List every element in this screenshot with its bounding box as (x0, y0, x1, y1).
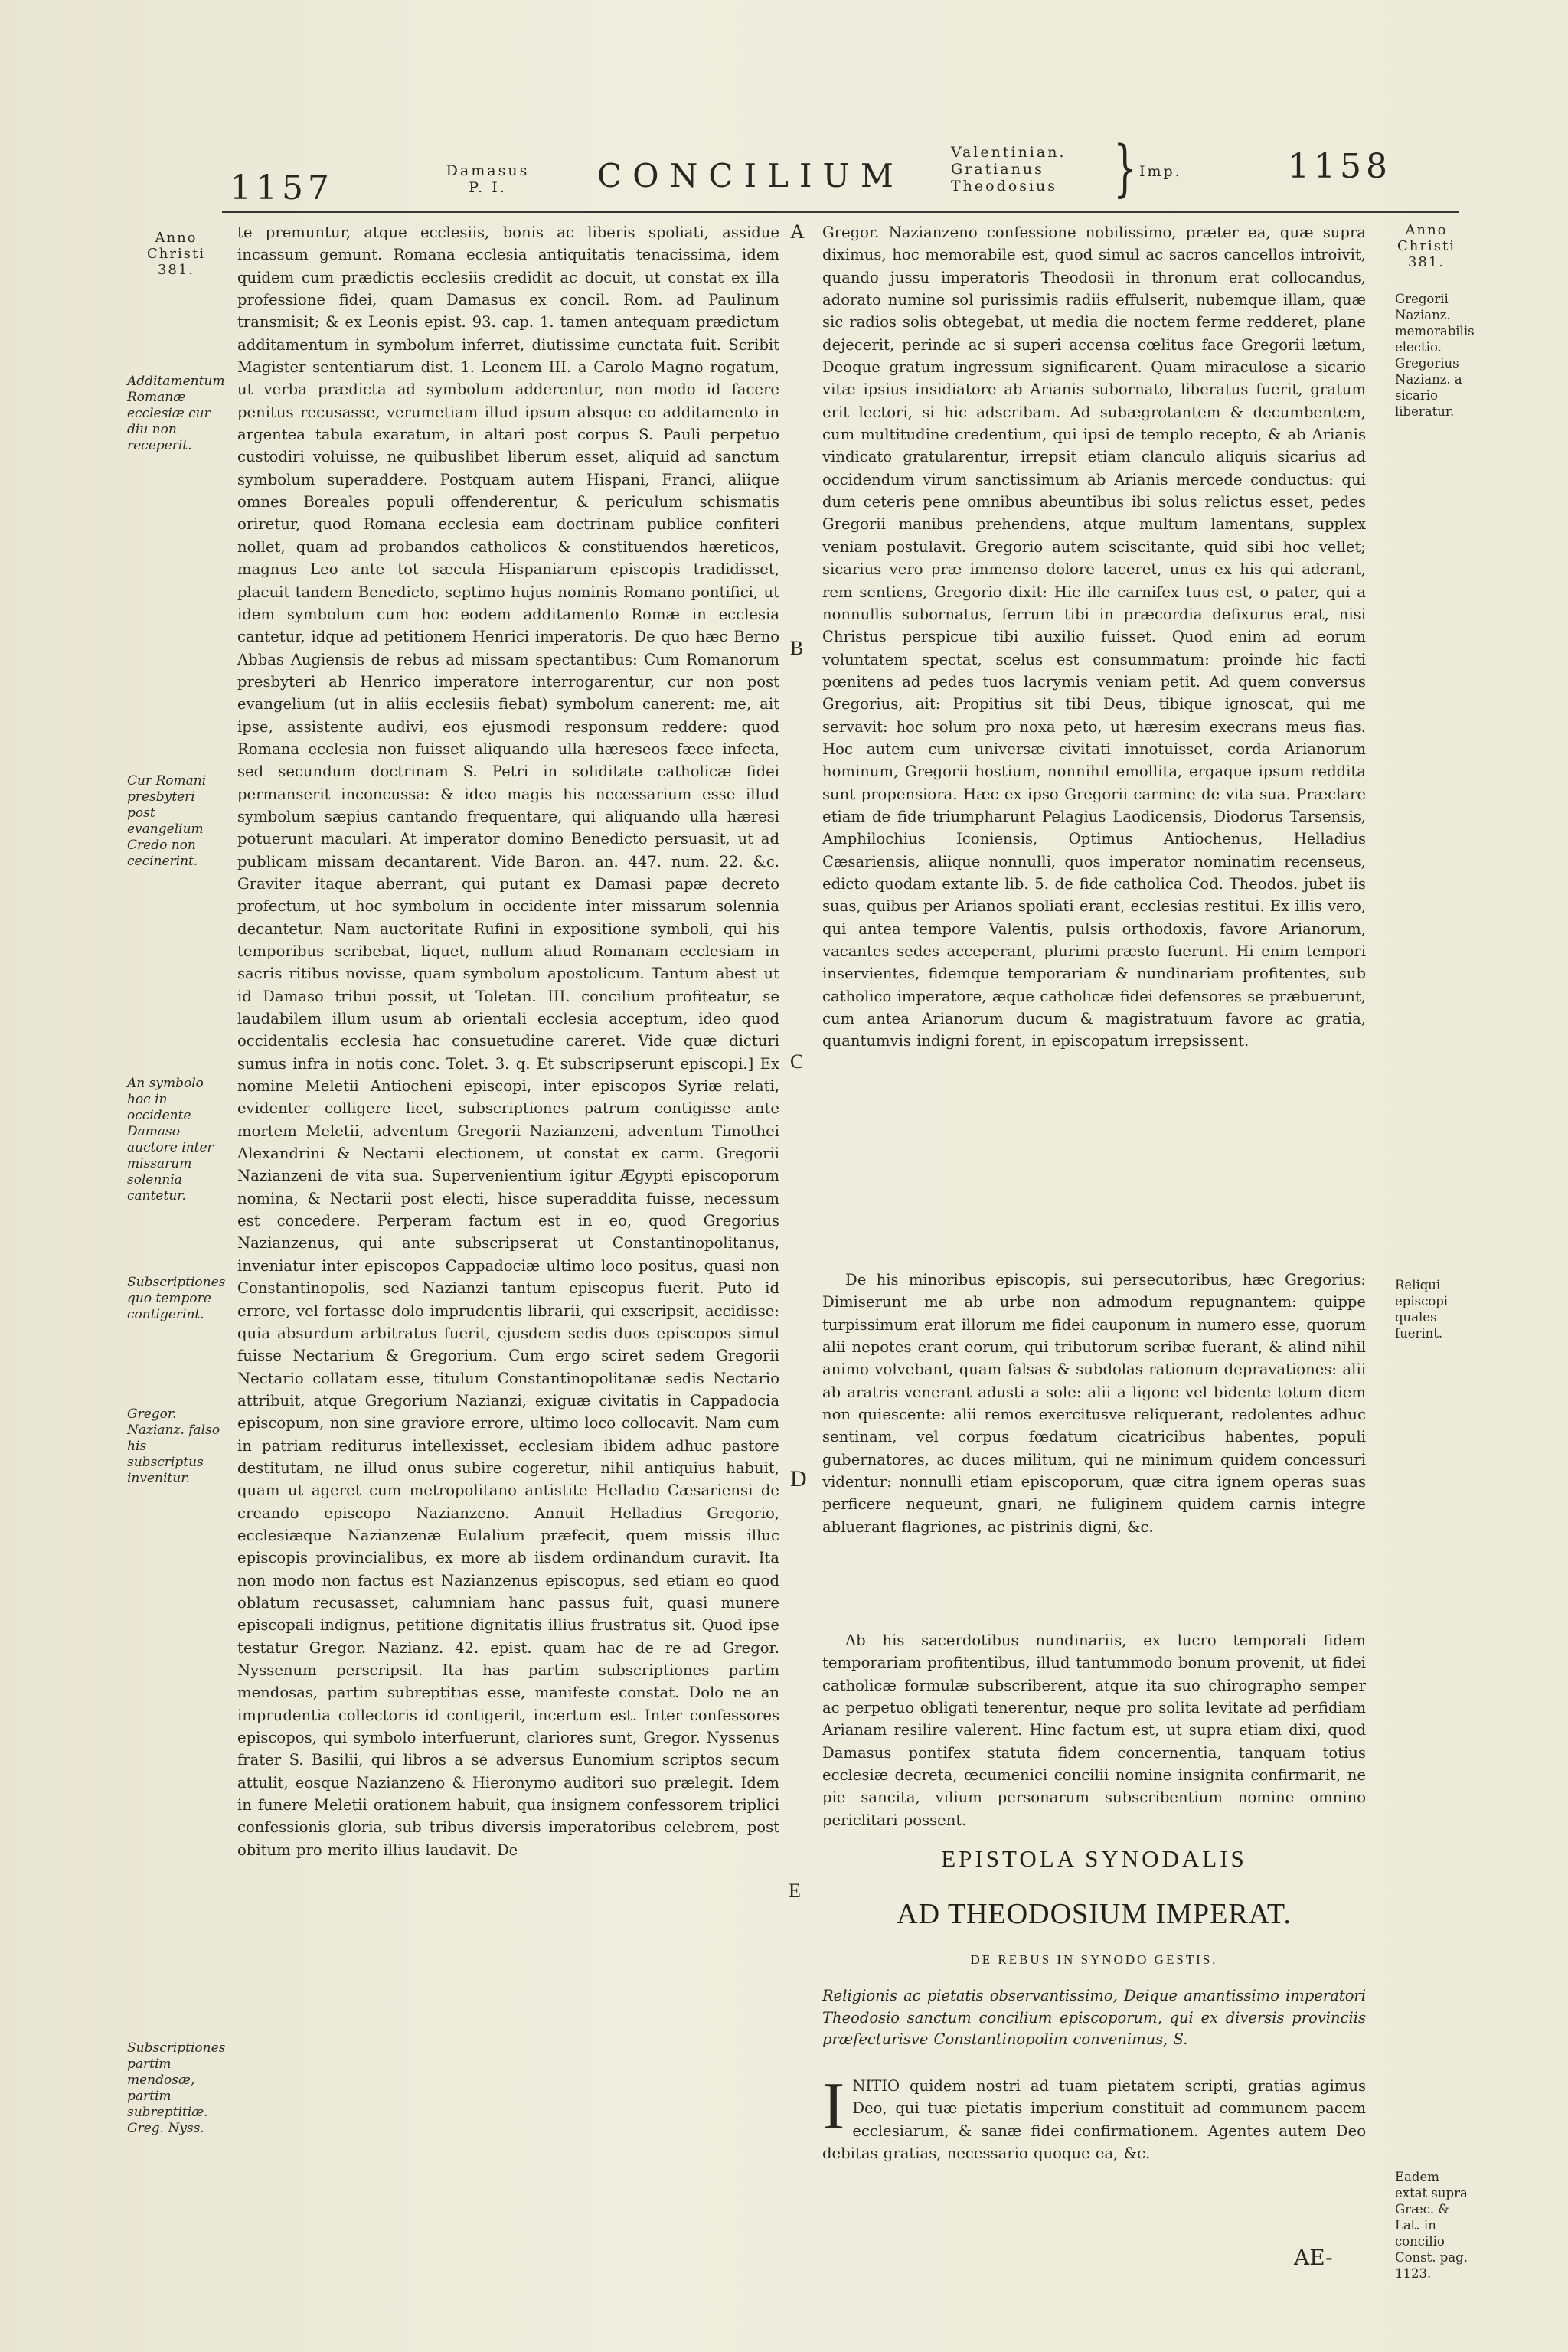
header-pope-line2: P. I. (469, 179, 507, 196)
header-pope-line1: Damasus (446, 162, 530, 179)
epistola-title: EPISTOLA SYNODALIS (941, 1845, 1247, 1872)
right-column-part3 (822, 1629, 1366, 1836)
left-margin-note-6: Subscriptiones partim mendosæ, partim subreptitiæ. Greg. Nyss. (127, 2040, 226, 2136)
page-number-right: 1158 (1288, 147, 1392, 186)
page-number-left: 1157 (230, 168, 334, 207)
section-letter-e: E (789, 1880, 801, 1902)
header-imp: Imp. (1139, 163, 1182, 180)
right-anno: Anno Christi 381. (1397, 222, 1455, 270)
epistola-body-text: NITIO quidem nostri ad tuam pietatem scripti, gratias agimus Deo, qui tuæ pietatis imperium constituit ad communem pacem ecclesiarum, & sanæ fidei confirmationem. Agentes autem Deo debitas gratias, necessario quoque ea, &c. (822, 2077, 1366, 2163)
left-margin-note-3: An symbolo hoc in occidente Damaso auctore inter missarum solennia cantetur. (127, 1076, 214, 1204)
left-column (237, 221, 779, 2281)
epistola-subtitle: DE REBUS IN SYNODO GESTIS. (970, 1952, 1218, 1967)
section-letter-d: D (790, 1466, 807, 1491)
catchword: AE- (1294, 2245, 1333, 2270)
right-margin-note-2: Reliqui episcopi quales fuerint. (1395, 1278, 1449, 1341)
header-brace-icon: } (1113, 132, 1137, 204)
header-rule (222, 211, 1459, 213)
right-margin-note-3: Eadem extat supra Græc. & Lat. in concilio Const. pag. 1123. (1395, 2170, 1468, 2281)
right-column-text-2: De his minoribus episcopis, sui persecutoribus, hæc Gregorius: Dimiserunt me ab urbe non admodum repugnantem: quippe turpissimum erat illorum me fidei cauponum in numero esse, quorum alii nepotes erant eorum, qui tributorum scribæ fuerant, & alind nihil animo volvebant, quam falsas & subdolas rationum depravationes: alii ab aratris venerant adusti a sole: alii a ligone vel bidente totum diem non quiescente: alii remos exercitusve reliquerant, redolentes adhuc sentinam, vel corpus fœdatum cicatricibus habentes, populi gubernatores, ac duces militum, qui ne minimum quidem concessuri videntur: nonnulli etiam episcoporum, quæ citra ignem operas suas perficere nequeunt, gnari, ne fuliginem quidem carnis integre abluerant flagriones, ac pistrinis digni, &c. (822, 1271, 1366, 1536)
left-column-text: te premuntur, atque ecclesiis, bonis ac liberis spoliati, assidue incassum gemunt. Romana ecclesia antiquitatis tenacissima, idem quidem cum prædictis ecclesiis credidit ac docuit, ut constat ex illa professione fidei, quam Damasus ex concil. Rom. ad Paulinum transmisit; & ex Leonis epist. 93. cap. 1. tamen antequam prædictum additamentum in symbolum inferret, diutissime cunctata fuit. Scribit Magister sententiarum dist. 1. Leonem III. a Carolo Magno rogatum, ut verba prædicta ad symbolum adderentur, non modo id facere penitus recusasse, verumetiam illud ipsum absque eo additamento in argentea tabula exaratum, in altari post corpus S. Pauli perpetuo custodiri voluisse, ne quibuslibet liberum esset, aliquid ad sanctum symbolum superaddere. Postquam autem Hispani, Franci, aliique omnes Boreales populi offenderentur, & periculum schismatis oriretur, quod Romana ecclesia eam doctrinam publice confiteri nollet, quam ad probandos catholicos & constituendos hæreticos, magnus Leo ante tot sæcula Hispaniarum episcopis tradidisset, placuit tandem Benedicto, septimo hujus nominis Romano pontifici, ut idem symbolum cum hoc eodem additamento Romæ in ecclesia cantetur, idque ad petitionem Henrici imperatoris. De quo hæc Berno Abbas Augiensis de rebus ad missam spectantibus: Cum Romanorum presbyteri ab Henrico imperatore interrogarentur, cur non post evangelium (ut in aliis ecclesiis fiebat) symbolum canerent: me, ait ipse, assistente audivi, eos ejusmodi responsum reddere: quod Romana ecclesia non fuisset aliquando ulla hæreseos fæce infecta, sed secundum doctrinam S. Petri in soliditate catholicæ fidei permanserit inconcussa: & ideo magis his necessarium esse illud symbolum sæpius cantando frequentare, qui aliquando ulla hæresi potuerunt maculari. At imperator domino Benedicto persuasit, ut ad publicam missam decantarent. Vide Baron. an. 447. num. 22. &c. Graviter itaque aberrant, qui putant ex Damasi papæ decreto profectum, ut hoc symbolum in occidente inter missarum solennia decantetur. Nam auctoritate Rufini in expositione symboli, qui his temporibus scribebat, liquet, nullum aliud Romanam ecclesiam in sacris ritibus novisse, quam symbolum apostolicum. Tantum abest ut id Damaso tribui possit, ut Toletan. III. concilium profiteatur, se laudabilem illum usum ab orientali ecclesia acceptum, ideo quod occidentalis ecclesia hac consuetudine careret. Vide quæ dicturi sumus infra in notis conc. Tolet. 3. q. Et subscripserunt episcopi.] Ex nomine Meletii Antiocheni episcopi, inter episcopos Syriæ relati, evidenter colligere licet, subscriptiones patrum contigisse ante mortem Meletii, adventum Gregorii Nazianzeni, adventum Timothei Alexandrini & Nectarii electionem, ut constat ex carm. Gregorii Nazianzeni de vita sua. Supervenientium igitur Ægypti episcoporum nomina, & Nectarii post electi, hisce superaddita fuisse, necessum est concedere. Perperam factum est in eo, quod Gregorius Nazianzenus, qui ante subscripserat ut Constantinopolitanus, inveniatur inter episcopos Cappadociæ ultimo loco positus, quasi non Constantinopolis, sed Nazianzi tantum episcopus fuerit. Puto id errore, vel fortasse dolo imprudentis librarii, qui exscripsit, accidisse: quia absurdum arbitratus fuerit, ejusdem sedis duos episcopos simul fuisse Nectarium & Gregorium. Cum ergo sciret sedem Gregorii Nectario collatam esse, titulum Constantinopolitanæ sedis Nectario attribuit, atque Gregorium Nazianzi, exiguæ civitatis in Cappadocia episcopum, non sine graviore errore, ultimo loco collocavit. Nam cum in patriam rediturus intellexisset, ecclesiam ibidem adhuc pastore destitutam, ne illud onus subire cogeretur, nihil antiquius habuit, quam ut ageret cum metropolitano antistite Helladio Cæsariensi de creando episcopo Nazianzeno. Annuit Helladius Gregorio, ecclesiæque Nazianzenæ Eulalium præfecit, quem missis illuc episcopis provincialibus, ex more ab iisdem ordinandum curavit. Ita non modo non factus est Nazianzenus episcopus, sed etiam eo quod oblatum recusasset, calumniam hanc passus fuit, quasi munere episcopali indignus, petitione dignitatis illius frustratus sit. Quod ipse testatur Gregor. Nazianz. 42. epist. quam hac de re ad Gregor. Nyssenum perscripsit. Ita has partim subscriptiones partim mendosas, partim subreptitias esse, manifeste constat. Dolo ne an imprudentia collectoris id contigerit, incertum est. Inter confessores episcopos, qui symbolo interfuerunt, clariores sunt, Gregor. Nyssenus frater S. Basilii, qui libros a se adversus Eunomium scriptos secum attulit, eosque Nazianzeno & Hieronymo auditori suo prælegit. Idem in funere Meletii orationem habuit, qua insignem confessorem triplici confessionis gloria, sub tribus diversis imperatoribus celebrem, post obitum pro merito illius laudavit. De (237, 224, 779, 1859)
running-title: CONCILIUM (597, 157, 904, 194)
epistola-body (822, 2075, 1366, 2236)
left-anno: Anno Christi 381. (147, 230, 205, 278)
right-column-text-1: Gregor. Nazianzeno confessione nobilissimo, præter ea, quæ supra diximus, hoc memorabile est, quod simul ac sacros cancellos introivit, quando jussu imperatoris Theodosii in thronum erat collocandus, adorato numine sol purissimis radiis effulserit, nubemque illam, quæ sic radios solis obtegebat, ut media die noctem ferme redderet, plane dejecerit, perinde ac si superi accensa cœlitus face Gregorii lætum, Deoque gratum ingressum significarent. Quam miraculose a sicario vitæ ipsius insidiatore ab Arianis subornato, liberatus fuerit, gratum erit lectori, si hic adscribam. Ad subægrotantem & decumbentem, cum multitudine credentium, qui ipsi de templo recepto, & ab Arianis vindicato gratularentur, irrepsit etiam clanculo aliquis sicarius ad occidendum virum sanctissimum ab Arianis mercede conductus: qui dum ceteris pene omnibus abeuntibus ibi solus relictus esset, pedes Gregorii manibus prehendens, atque multum lamentans, supplex veniam postulavit. Gregorio autem sciscitante, quid sibi hoc vellet; sicarius vero præ immenso dolore taceret, unus ex his qui aderant, rem sentiens, Gregorio dixit: Hic ille carnifex tuus est, o pater, qui a nonnullis subornatus, ferrum tibi in præcordia defixurus erat, nisi Christus perspicue tibi auxilio fuisset. Quod enim ad eorum voluntatem spectat, scelus est consummatum: proinde hic facti pœnitens ad pedes tuos lacrymis veniam petit. Ad quem conversus Gregorius, ait: Propitius sit tibi Deus, tibique ignoscat, qui me servavit: hoc solum pro noxa peto, ut hæresim execrans meus fias. Hoc autem cum universæ civitati innotuisset, corda Arianorum hominum, Gregorii hostium, nonnihil emollita, ergaque ipsum reddita sunt propensiora. Hæc ex ipso Gregorii carmine de vita sua. Præclare etiam de fide triumpharunt Pelagius Laodicensis, Diodorus Tarsensis, Amphilochius Iconiensis, Optimus Antiochenus, Helladius Cæsariensis, aliique nonnulli, quos imperator nominatim recenseus, edicto quodam extante lib. 5. de fide catholica Cod. Theodos. jubet iis suas, quibus per Arianos spoliati erant, ecclesias restitui. Ex illis vero, qui antea tempore Valentis, pulsis orthodoxis, favore Arianorum, vacantes sedes acceperant, plurimi præsto fuerunt. Hi enim tempori inservientes, fidemque temporariam & nundinariam profitentes, sub catholico imperatore, æque catholicæ fidei defensores se præbuerunt, cum antea Arianorum ducum & magistratuum favore ac gratia, quantumvis indigni forent, in episcopatum irrepsissent. (822, 224, 1366, 1050)
right-column-part1 (822, 221, 1366, 1263)
drop-cap: I (822, 2075, 845, 2144)
right-margin-note-1: Gregorii Nazianz. memorabilis electio. Gregorius Nazianz. a sicario liberatur. (1395, 292, 1475, 419)
right-column-text-3: Ab his sacerdotibus nundinariis, ex lucro temporali fidem temporariam profitentibus, illud tantummodo bonum provenit, ut fidei catholicæ formulæ subscriberent, atque ita suo chirographo semper ac perpetuo obligati tenerentur, neque pro solita levitate ad perfidiam Arianam resilire valerent. Hinc factum est, ut supra etiam dixi, quod Damasus pontifex statuta fidem concernentia, tanquam totius ecclesiæ decreta, œcumenici concilii nomine insignita confirmarit, ne pie sancita, vilium personarum subscribentium nomine omnino periclitari possent. (822, 1632, 1366, 1829)
header-emperors (951, 144, 1119, 194)
left-margin-note-5: Gregor. Nazianz. falso his subscriptus invenitur. (127, 1406, 220, 1486)
left-margin-note-4: Subscriptiones quo tempore contigerint. (127, 1275, 226, 1322)
emperor-3: Theodosius (951, 178, 1058, 194)
epistola-addressee: AD THEODOSIUM IMPERAT. (897, 1898, 1292, 1930)
section-letter-c: C (790, 1050, 804, 1073)
emperor-2: Gratianus (951, 161, 1044, 178)
emperor-1: Valentinian. (951, 144, 1067, 161)
right-column-part2 (822, 1269, 1366, 1628)
section-letter-a: A (790, 220, 805, 243)
epistola-salutation: Religionis ac pietatis observantissimo, Deique amantissimo imperatori Theodosio sanctum concilium episcoporum, qui ex diversis provinciis præfecturisve Constantinopolim convenimus, S. (822, 1987, 1366, 2048)
header-pope-name (446, 162, 530, 196)
section-letter-b: B (790, 637, 804, 659)
left-margin-note-1: Additamentum Romanæ ecclesiæ cur diu non receperit. (127, 374, 225, 453)
left-margin-note-2: Cur Romani presbyteri post evangelium Credo non cecinerint. (127, 773, 207, 869)
